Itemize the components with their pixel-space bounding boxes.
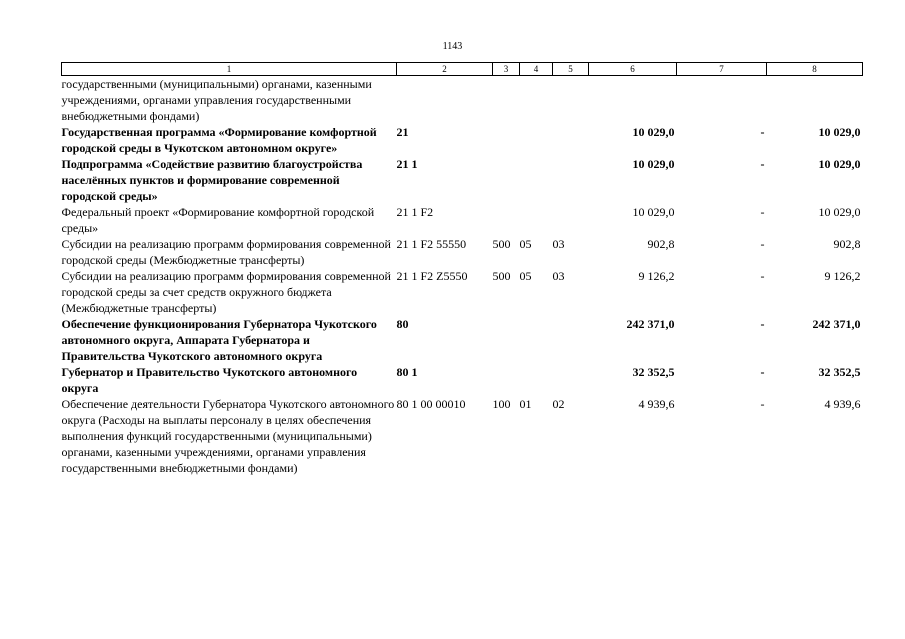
row-total-cell: 10 029,0 (818, 205, 861, 219)
row-name-cell: Федеральный проект «Формирование комфортной городской среды» (61, 205, 375, 235)
row-change-cell: - (760, 157, 765, 171)
row-total-cell: 4 939,6 (824, 397, 861, 411)
row-name-cell: Субсидии на реализацию программ формирования современной городской среды за счет средств окружного бюджета (Межбюджетные трансферты) (61, 269, 391, 315)
page-number: 1143 (442, 41, 463, 52)
row-name-cell: Обеспечение функционирования Губернатора Чукотского автономного округа, Аппарата Губернатора и Правительства Чукотского автономного округа (61, 317, 377, 363)
row-pr-cell: 03 (552, 269, 565, 283)
row-code-cell: 21 (396, 125, 409, 139)
row-rz-cell (520, 76, 553, 125)
row-pr-cell: 03 (552, 237, 565, 251)
row-vr-cell (493, 156, 520, 204)
row-sum-cell: 10 029,0 (632, 125, 675, 139)
row-pr-cell (553, 124, 589, 156)
budget-table (61, 62, 863, 476)
row-pr-cell (553, 76, 589, 125)
row-pr-cell (553, 156, 589, 204)
table-row (62, 156, 863, 204)
row-rz-cell: 05 (519, 269, 532, 283)
row-total-cell: 10 029,0 (818, 125, 861, 139)
table-row (62, 364, 863, 396)
row-total-cell: 902,8 (833, 237, 861, 251)
row-vr-cell (493, 204, 520, 236)
row-pr-cell (553, 316, 589, 364)
row-rz-cell: 05 (519, 237, 532, 251)
row-total-cell: 32 352,5 (818, 365, 861, 379)
row-vr-cell (493, 316, 520, 364)
table-row (62, 76, 863, 125)
row-change-cell: - (760, 237, 765, 251)
row-sum-cell: 32 352,5 (632, 365, 675, 379)
row-code-cell: 21 1 F2 Z5550 (396, 269, 468, 283)
row-sum-cell: 10 029,0 (632, 205, 675, 219)
table-row (62, 268, 863, 316)
column-header-1: 1 (62, 63, 397, 76)
row-total-cell (767, 76, 863, 125)
row-change-cell: - (760, 397, 765, 411)
column-header-7: 7 (677, 63, 767, 76)
row-code-cell: 80 1 (396, 365, 418, 379)
row-rz-cell (520, 316, 553, 364)
row-pr-cell: 02 (552, 397, 565, 411)
row-sum-cell: 4 939,6 (638, 397, 675, 411)
row-vr-cell: 500 (492, 237, 511, 251)
row-sum-cell: 242 371,0 (626, 317, 675, 331)
row-code-cell: 80 1 00 00010 (396, 397, 466, 411)
row-sum-cell (589, 76, 677, 125)
row-code-cell: 21 1 (396, 157, 418, 171)
row-vr-cell (493, 76, 520, 125)
row-total-cell: 242 371,0 (812, 317, 861, 331)
row-pr-cell (553, 364, 589, 396)
row-sum-cell: 10 029,0 (632, 157, 675, 171)
column-header-2: 2 (397, 63, 493, 76)
row-total-cell: 9 126,2 (824, 269, 861, 283)
row-name-cell: государственными (муниципальными) органами, казенными учреждениями, органами управления государственными внебюджетными фондами) (61, 77, 372, 123)
row-vr-cell (493, 364, 520, 396)
row-rz-cell (520, 364, 553, 396)
row-rz-cell (520, 156, 553, 204)
row-change-cell: - (760, 269, 765, 283)
row-vr-cell (493, 124, 520, 156)
column-header-5: 5 (553, 63, 589, 76)
row-change-cell: - (760, 125, 765, 139)
row-rz-cell (520, 204, 553, 236)
table-body (62, 76, 863, 477)
row-rz-cell (520, 124, 553, 156)
table-header-row (62, 63, 863, 76)
row-vr-cell: 100 (492, 397, 511, 411)
column-header-6: 6 (589, 63, 677, 76)
row-pr-cell (553, 204, 589, 236)
row-code-cell (397, 76, 493, 125)
row-total-cell: 10 029,0 (818, 157, 861, 171)
row-name-cell: Государственная программа «Формирование комфортной городской среды в Чукотском автономном округе» (61, 125, 377, 155)
table-row (62, 124, 863, 156)
table-row (62, 396, 863, 476)
row-change-cell (677, 76, 767, 125)
row-sum-cell: 9 126,2 (638, 269, 675, 283)
row-name-cell: Подпрограмма «Содействие развитию благоустройства населённых пунктов и формирование современной городской среды» (61, 157, 363, 203)
table-row (62, 204, 863, 236)
column-header-8: 8 (767, 63, 863, 76)
row-code-cell: 21 1 F2 55550 (396, 237, 467, 251)
row-change-cell: - (760, 205, 765, 219)
row-vr-cell: 500 (492, 269, 511, 283)
table-row (62, 236, 863, 268)
row-sum-cell: 902,8 (647, 237, 675, 251)
row-rz-cell: 01 (519, 397, 532, 411)
row-code-cell: 80 (396, 317, 409, 331)
column-header-4: 4 (520, 63, 553, 76)
row-code-cell: 21 1 F2 (396, 205, 434, 219)
row-name-cell: Обеспечение деятельности Губернатора Чукотского автономного округа (Расходы на выплаты персоналу в целях обеспечения выполнения функций государственными (муниципальными) органами, казенными учреждениями, органами управления государственными внебюджетными фондами) (61, 397, 395, 475)
table-row (62, 316, 863, 364)
row-change-cell: - (760, 317, 765, 331)
row-change-cell: - (760, 365, 765, 379)
row-name-cell: Губернатор и Правительство Чукотского автономного округа (61, 365, 358, 395)
column-header-3: 3 (493, 63, 520, 76)
row-name-cell: Субсидии на реализацию программ формирования современной городской среды (Межбюджетные трансферты) (61, 237, 391, 267)
